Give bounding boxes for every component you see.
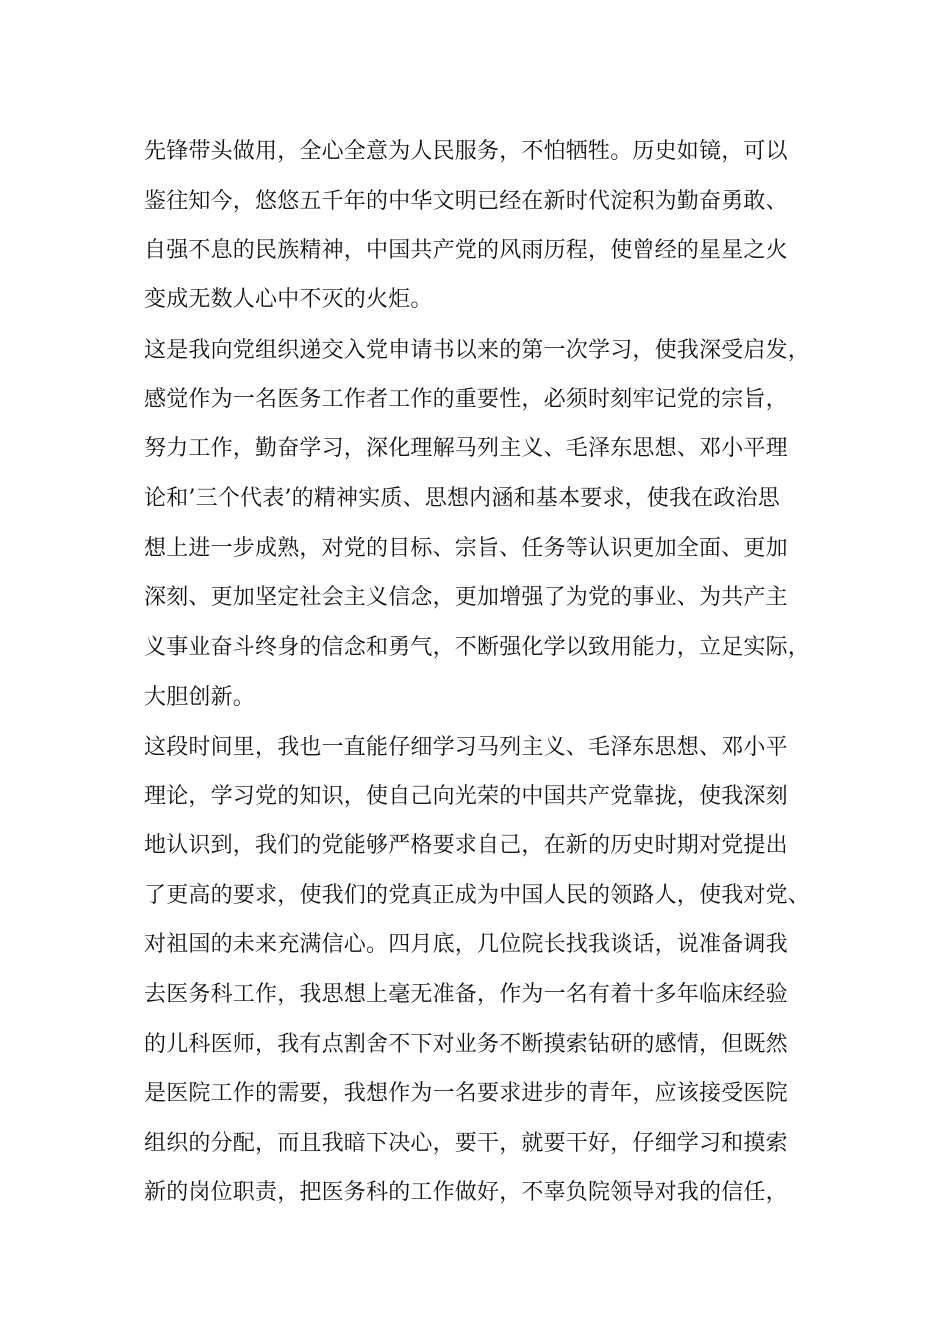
text-line: 努力工作，勤奋学习，深化理解马列主义、毛泽东思想、邓小平理 [144,436,788,461]
text-line: 义事业奋斗终身的信念和勇气，不断强化学以致用能力，立足实际， [144,635,811,660]
text-line: 新的岗位职责，把医务科的工作做好，不辜负院领导对我的信任， [144,1180,788,1205]
text-line: 深刻、更加坚定社会主义信念，更加增强了为党的事业、为共产主 [144,585,788,610]
text-line: 这段时间里，我也一直能仔细学习马列主义、毛泽东思想、邓小平 [144,735,788,760]
text-line: 想上进一步成熟，对党的目标、宗旨、任务等认识更加全面、更加 [144,536,788,561]
text-line: 的儿科医师，我有点割舍不下对业务不断摸索钻研的感情，但既然 [144,1032,788,1057]
text-line: 感觉作为一名医务工作者工作的重要性，必须时刻牢记党的宗旨， [144,387,788,412]
text-line: 先锋带头做用，全心全意为人民服务，不怕牺牲。历史如镜，可以 [144,139,788,164]
text-line: 自强不息的民族精神，中国共产党的风雨历程，使曾经的星星之火 [144,238,788,263]
text-line: 变成无数人心中不灭的火炬。 [144,287,433,312]
text-line: 鉴往知今，悠悠五千年的中华文明已经在新时代淀积为勤奋勇敢、 [144,189,788,214]
text-line: 去医务科工作，我思想上毫无准备，作为一名有着十多年临床经验 [144,982,788,1007]
text-line: 对祖国的未来充满信心。四月底，几位院长找我谈话，说准备调我 [144,932,788,957]
text-line: 这是我向党组织递交入党申请书以来的第一次学习，使我深受启发， [144,338,811,363]
text-line: 理论，学习党的知识，使自己向光荣的中国共产党靠拢，使我深刻 [144,784,788,809]
text-line: 论和’三个代表’的精神实质、思想内涵和基本要求，使我在政治思 [144,486,780,511]
text-line: 组织的分配，而且我暗下决心，要干，就要干好，仔细学习和摸索 [144,1131,788,1156]
text-line: 地认识到，我们的党能够严格要求自己，在新的历史时期对党提出 [144,833,788,858]
text-line: 了更高的要求，使我们的党真正成为中国人民的领路人，使我对党、 [144,883,811,908]
text-line: 是医院工作的需要，我想作为一名要求进步的青年，应该接受医院 [144,1081,788,1106]
text-line: 大胆创新。 [144,685,256,710]
